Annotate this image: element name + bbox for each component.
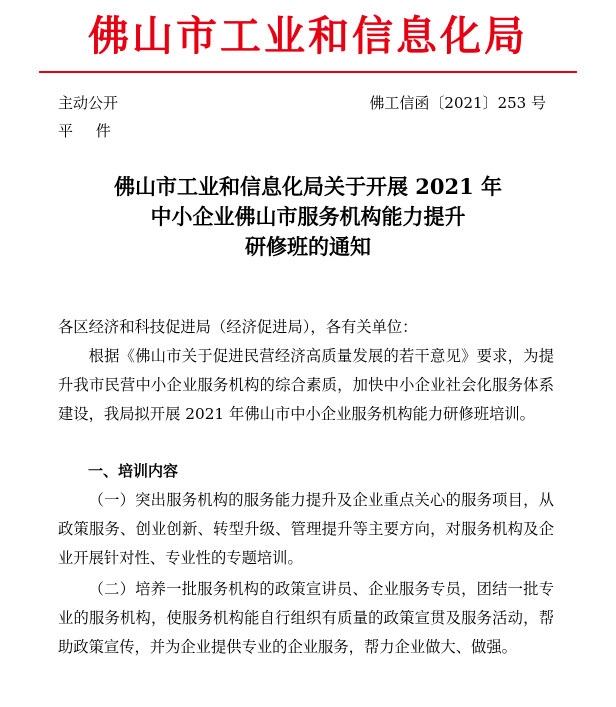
urgency-label: 平 件 <box>58 122 120 140</box>
document-title <box>0 172 616 262</box>
title-line-3: 研修班的通知 <box>245 234 371 259</box>
intro-paragraph: 根据《佛山市关于促进民营经济高质量发展的若干意见》要求，为提升我市民营中小企业服务机构的综合素质，加快中小企业社会化服务体系建设，我局拟开展 2021 年佛山市中小企业服务机构能力研修班培训。 <box>58 347 554 423</box>
disclosure-label: 主动公开 <box>58 94 119 112</box>
training-item-2: （二）培养一批服务机构的政策宣讲员、企业服务专员，团结一批专业的服务机构，使服务机构能自行组织有质量的政策宣贯及服务活动，帮助政策宣传，并为企业提供专业的企业服务，帮力企业做大、做强。 <box>58 580 554 656</box>
section-heading-training-content: 一、培训内容 <box>88 462 179 480</box>
title-line-2: 中小企业佛山市服务机构能力提升 <box>150 204 466 229</box>
title-line-1: 佛山市工业和信息化局关于开展 2021 年 <box>113 174 503 199</box>
red-divider-line <box>39 71 577 73</box>
document-number: 佛工信函〔2021〕253 号 <box>369 94 546 112</box>
agency-header-title: 佛山市工业和信息化局 <box>88 12 528 60</box>
salutation: 各区经济和科技促进局（经济促进局），各有关单位： <box>58 318 418 336</box>
training-item-1: （一）突出服务机构的服务能力提升及企业重点关心的服务项目，从政策服务、创业创新、转型升级、管理提升等主要方向，对服务机构及企业开展针对性、专业性的专题培训。 <box>58 491 554 567</box>
